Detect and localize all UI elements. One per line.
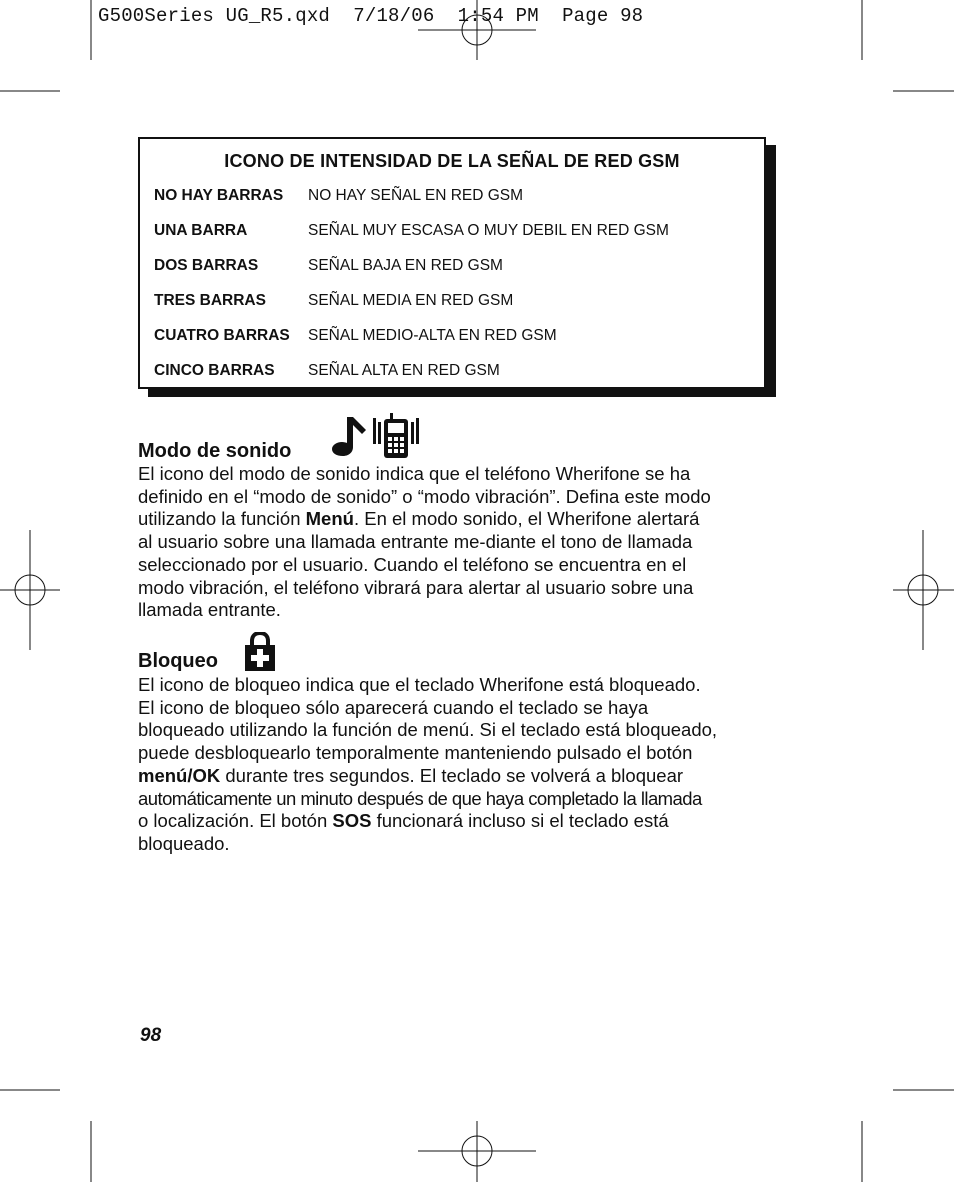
sos-keyword: SOS [332,810,372,832]
row-value: SEÑAL MEDIO-ALTA EN RED GSM [308,327,557,344]
row-value: NO HAY SEÑAL EN RED GSM [308,187,524,204]
text-line: utilizando la función Menú. En el modo sonido, el Wherifone alertará [138,508,700,530]
text-line: modo vibración, el teléfono vibrará para alertar al usuario sobre una [138,576,694,598]
menu-keyword: Menú [305,508,354,530]
text-line: definido en el “modo de sonido” o “modo vibración”. Defina este modo [138,485,711,507]
page-number: 98 [140,1025,162,1046]
row-label: CUATRO BARRAS [154,327,290,344]
row-label: DOS BARRAS [154,257,259,274]
row-value: SEÑAL ALTA EN RED GSM [308,362,500,379]
row-label: CINCO BARRAS [154,362,275,379]
lock-paragraph [138,674,778,856]
row-value: SEÑAL MUY ESCASA O MUY DEBIL EN RED GSM [308,222,669,239]
text-line: El icono del modo de sonido indica que el teléfono Wherifone se ha [138,463,691,484]
gsm-signal-table [138,137,766,389]
vibrate-phone-icon [372,412,420,460]
text-line: menú/OK durante tres segundos. El teclado se volverá a bloquear [138,764,684,786]
sound-mode-heading: Modo de sonido [138,440,292,462]
music-note-icon [330,413,370,457]
lock-heading: Bloqueo [138,650,218,672]
text-line: seleccionado por el usuario. Cuando el teléfono se encuentra en el [138,553,687,575]
row-value: SEÑAL MEDIA EN RED GSM [308,292,514,309]
text-line: bloqueado. [138,832,230,854]
text-line: puede desbloquearlo temporalmente manteniendo pulsado el botón [138,742,693,764]
menu-ok-keyword: menú/OK [138,764,221,786]
text-line: bloqueado utilizando la función de menú. Si el teclado está bloqueado, [138,719,718,741]
text-line: El icono de bloqueo sólo aparecerá cuando el teclado se haya [138,696,649,718]
text-line: al usuario sobre una llamada entrante me-diante el tono de llamada [138,531,693,553]
row-label: UNA BARRA [154,222,248,239]
text-line: automáticamente un minuto después de que haya completado la llamada [138,787,702,809]
row-value: SEÑAL BAJA EN RED GSM [308,257,503,274]
text-line: llamada entrante. [138,599,281,621]
row-label: NO HAY BARRAS [154,187,284,204]
keypad-lock-icon [244,632,276,672]
gsm-table-title: ICONO DE INTENSIDAD DE LA SEÑAL DE RED GSM [224,151,680,171]
text-line: o localización. El botón SOS funcionará incluso si el teclado está [138,810,669,832]
row-label: TRES BARRAS [154,292,266,309]
sound-mode-paragraph [138,463,778,622]
print-header: G500Series UG_R5.qxd 7/18/06 1:54 PM Page 98 [98,5,644,27]
text-line: El icono de bloqueo indica que el teclado Wherifone está bloqueado. [138,674,701,695]
